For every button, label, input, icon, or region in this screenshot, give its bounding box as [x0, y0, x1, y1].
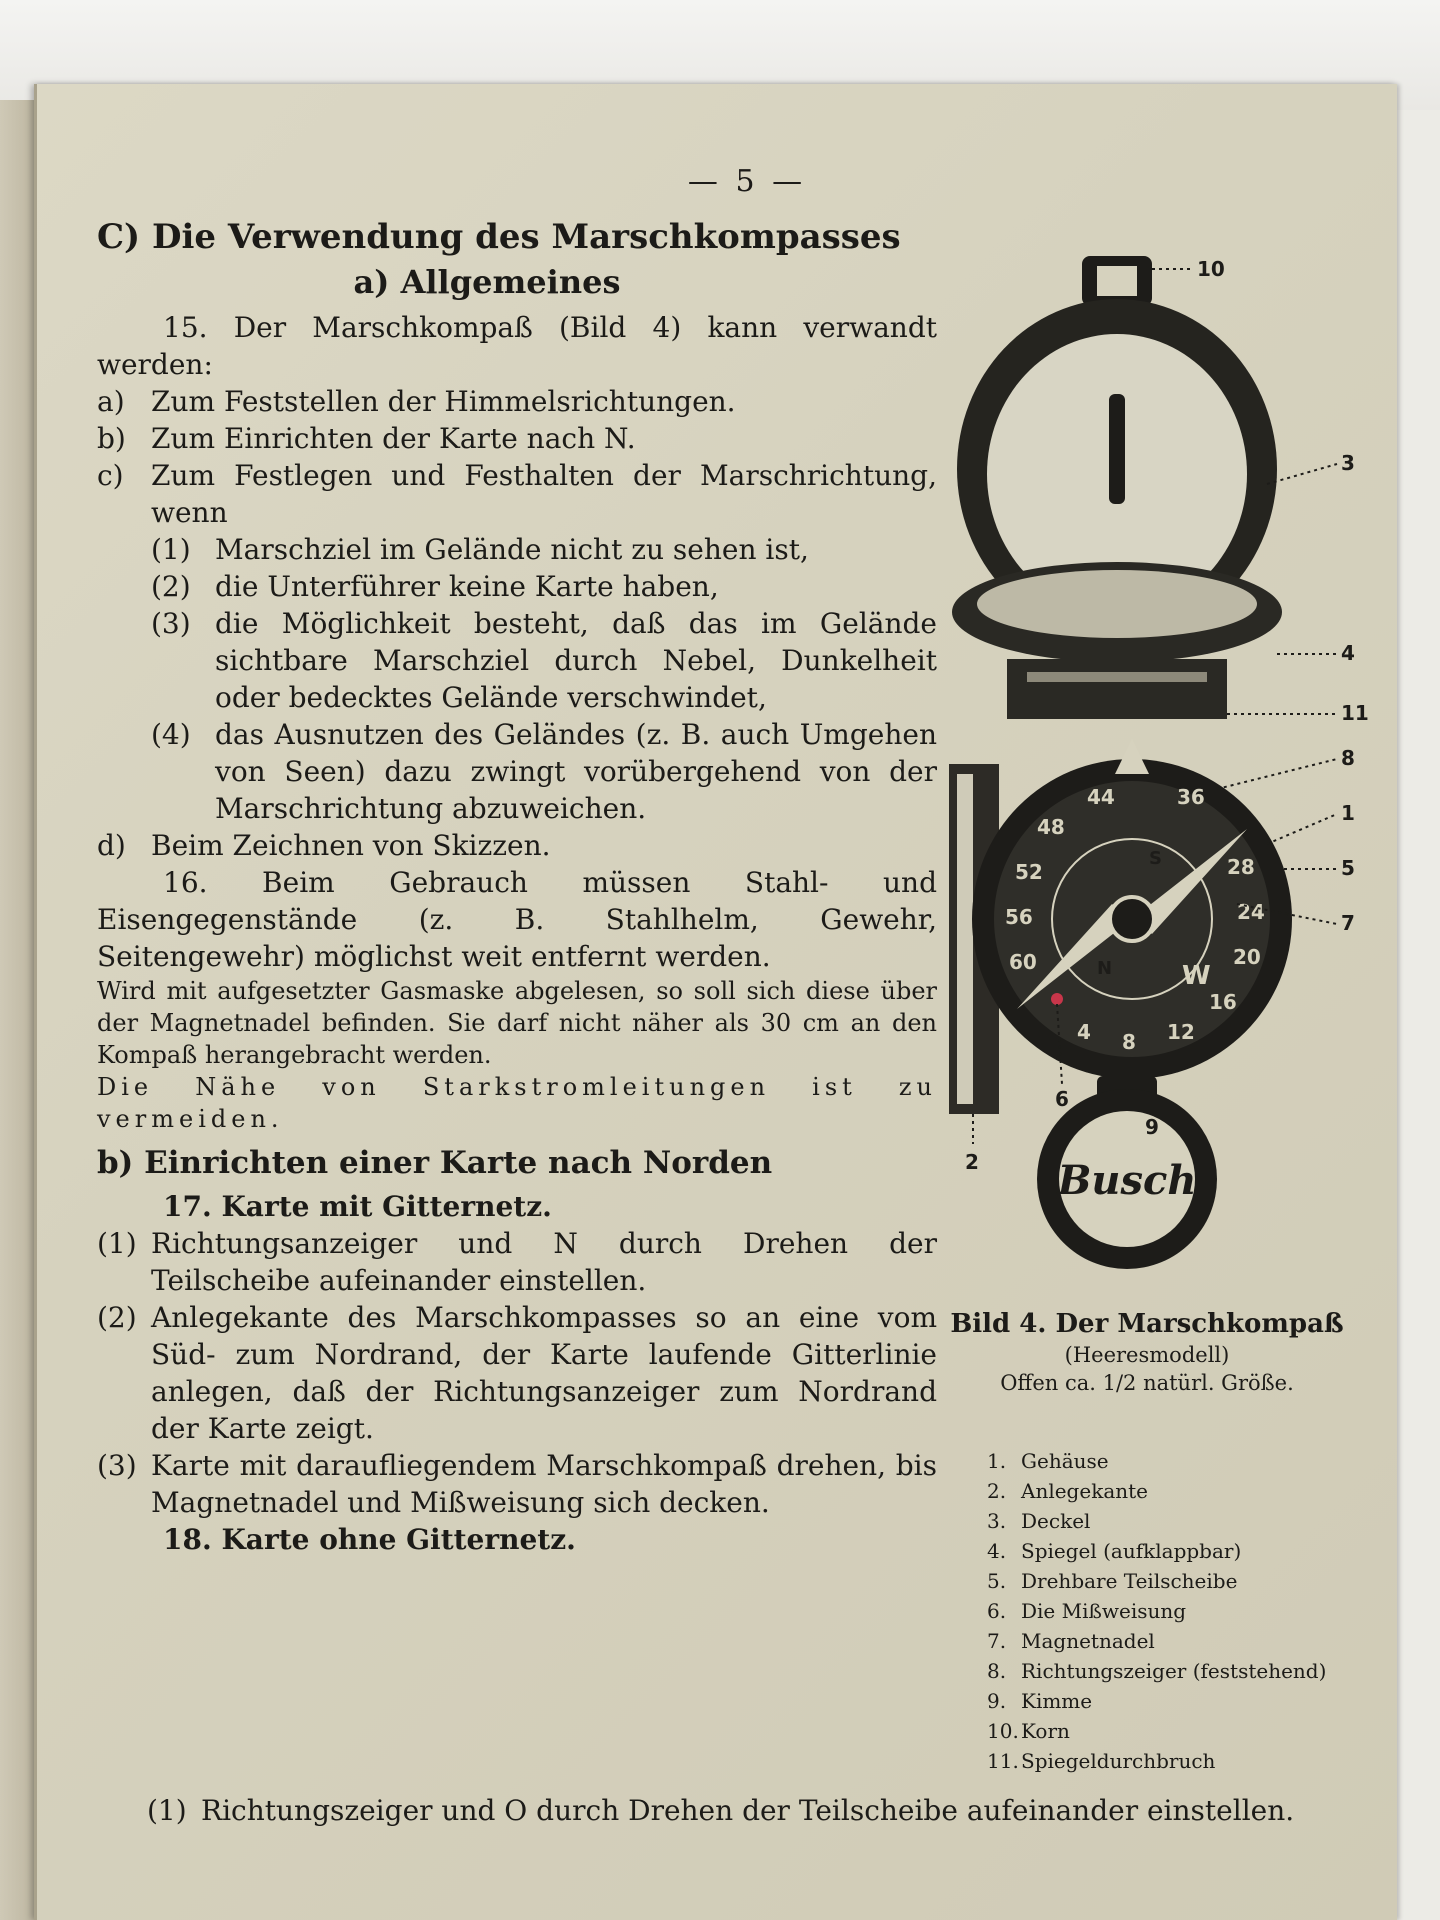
legend-text: Spiegeldurchbruch [1021, 1749, 1216, 1773]
sub-list-item [97, 531, 937, 568]
dial-number: 4 [1077, 1020, 1091, 1044]
legend-text: Gehäuse [1021, 1449, 1109, 1473]
callout-label: 11 [1341, 701, 1369, 725]
list-item [97, 420, 937, 457]
legend-text: Magnetnadel [1021, 1629, 1155, 1653]
legend-text: Drehbare Teilscheibe [1021, 1569, 1238, 1593]
dial-number: 20 [1233, 945, 1261, 969]
needle-letter: S [1149, 848, 1162, 869]
legend-number: 5. [987, 1569, 1007, 1593]
callout-label: 9 [1145, 1115, 1159, 1139]
callout-label: 10 [1197, 257, 1225, 281]
legend-number: 9. [987, 1689, 1007, 1713]
legend-item [987, 1446, 1377, 1476]
legend-item [987, 1626, 1377, 1656]
compass-illustration [937, 244, 1377, 1304]
legend-text: Anlegekante [1021, 1479, 1148, 1503]
hinge-highlight [1027, 672, 1207, 682]
section-b-heading: b) Einrichten einer Karte nach Norden [97, 1145, 773, 1181]
callout-line [1267, 464, 1337, 484]
callout-label: 2 [965, 1150, 979, 1174]
sub-list-item-text: die Möglichkeit besteht, daß das im Gelände sichtbare Marschziel durch Nebel, Dunkelheit oder bedecktes Gelände verschwindet, [215, 607, 937, 714]
list-item-label: (2) [97, 1301, 137, 1334]
sub-list-item-label: (4) [151, 718, 191, 751]
callout-label: 1 [1341, 801, 1355, 825]
legend-item [987, 1716, 1377, 1746]
legend-number: 8. [987, 1659, 1007, 1683]
list-item-label: b) [97, 422, 126, 455]
ruler-scale [957, 774, 973, 1104]
needle-pivot [1110, 897, 1154, 941]
list-item-text: Richtungsanzeiger und N durch Drehen der Teilscheibe aufeinander einstellen. [151, 1227, 937, 1297]
left-page-edge [0, 100, 38, 1920]
list-item-text: Zum Einrichten der Karte nach N. [151, 422, 636, 455]
sight-slot [1097, 266, 1137, 296]
legend-item [987, 1596, 1377, 1626]
book-page [34, 84, 1397, 1920]
legend-item [987, 1566, 1377, 1596]
dial-letter: W [1182, 961, 1211, 991]
section-c-heading: C) Die Verwendung des Marschkompasses [97, 217, 901, 257]
list-item-label: (1) [97, 1227, 137, 1260]
dial-number: 8 [1122, 1030, 1136, 1054]
legend-item [987, 1476, 1377, 1506]
dial-number: 36 [1177, 785, 1205, 809]
callout-label: 4 [1341, 641, 1355, 665]
legend-number: 7. [987, 1629, 1007, 1653]
list-item-label: d) [97, 829, 126, 862]
legend-item [987, 1746, 1377, 1776]
caption-title: Bild 4. Der Marschkompaß [950, 1309, 1344, 1339]
dial-number: 28 [1227, 855, 1255, 879]
legend-number: 3. [987, 1509, 1007, 1533]
parts-legend [987, 1446, 1377, 1776]
sub-list-item [97, 605, 937, 716]
sub-list-item-label: (1) [151, 533, 191, 566]
dial-number: 16 [1209, 990, 1237, 1014]
red-luminous-dot [1051, 993, 1063, 1005]
legend-number: 10. [987, 1719, 1019, 1743]
list-item [97, 1447, 937, 1521]
list-item-label: (3) [97, 1449, 137, 1482]
callout-line [1217, 759, 1337, 789]
callout-line [1267, 814, 1337, 844]
paragraph-18-item [147, 1792, 1397, 1829]
dial-number: 48 [1037, 815, 1065, 839]
legend-text: Deckel [1021, 1509, 1091, 1533]
sub-list-item [97, 568, 937, 605]
subsection-a-heading: a) Allgemeines [353, 263, 621, 301]
list-item [97, 1225, 937, 1299]
list-item [97, 383, 937, 420]
legend-text: Spiegel (aufklappbar) [1021, 1539, 1242, 1563]
direction-pointer [1115, 739, 1149, 774]
mirror-surface [977, 570, 1257, 638]
list-item-text: Beim Zeichnen von Skizzen. [151, 829, 551, 862]
caption-model: (Heeresmodell) [1064, 1343, 1230, 1367]
needle-letter: N [1097, 958, 1113, 979]
text-column [97, 214, 937, 1558]
dial-number: 24 [1237, 900, 1265, 924]
list-item-text: Zum Festlegen und Festhalten der Marschrichtung, wenn [151, 459, 937, 529]
legend-number: 4. [987, 1539, 1007, 1563]
legend-number: 1. [987, 1449, 1007, 1473]
list-item [97, 457, 937, 531]
list-item-text: Anlegekante des Marschkompasses so an eine vom Süd- zum Nordrand, der Karte laufende Gitterlinie anlegen, daß der Richtungsanzeiger zum Nordrand der Karte zeigt. [151, 1301, 937, 1445]
sub-list-item-label: (3) [151, 607, 191, 640]
paragraph-18-heading: 18. Karte ohne Gitternetz. [163, 1523, 576, 1556]
sub-list-item-text: die Unterführer keine Karte haben, [215, 570, 719, 603]
legend-number: 11. [987, 1749, 1019, 1773]
legend-item [987, 1656, 1377, 1686]
hinge [1007, 659, 1227, 719]
sub-list-item [97, 716, 937, 827]
figure-caption [917, 1309, 1377, 1395]
legend-number: 6. [987, 1599, 1007, 1623]
legend-text: Korn [1021, 1719, 1070, 1743]
legend-item [987, 1536, 1377, 1566]
list-item [97, 1299, 937, 1447]
legend-item [987, 1686, 1377, 1716]
brand-logo: Busch [1057, 1157, 1197, 1204]
sub-list-item-text: das Ausnutzen des Geländes (z. B. auch Umgehen von Seen) dazu zwingt vorübergehend von der Marschrichtung abzuweichen. [215, 718, 937, 825]
legend-text: Richtungszeiger (feststehend) [1021, 1659, 1327, 1683]
legend-number: 2. [987, 1479, 1007, 1503]
list-item-text: Karte mit daraufliegendem Marschkompaß drehen, bis Magnetnadel und Mißweisung sich decken. [151, 1449, 937, 1519]
list-item-label: a) [97, 385, 125, 418]
paragraph-15-intro: 15. Der Marschkompaß (Bild 4) kann verwandt werden: [97, 311, 937, 381]
dial-number: 44 [1087, 785, 1115, 809]
sub-list-item-text: Marschziel im Gelände nicht zu sehen ist, [215, 533, 809, 566]
list-item-text: Richtungszeiger und O durch Drehen der Teilscheibe aufeinander einstellen. [201, 1794, 1295, 1827]
legend-text: Kimme [1021, 1689, 1093, 1713]
dial-number: 52 [1015, 860, 1043, 884]
callout-label: 8 [1341, 746, 1355, 770]
callout-label: 5 [1341, 856, 1355, 880]
list-item-label: (1) [147, 1794, 187, 1827]
dial-number: 60 [1009, 950, 1037, 974]
list-item [97, 827, 937, 864]
caption-scale: Offen ca. 1/2 natürl. Größe. [1000, 1371, 1294, 1395]
dial-number: 12 [1167, 1020, 1195, 1044]
paragraph-16-small-print: Wird mit aufgesetzter Gasmaske abgelesen, so soll sich diese über der Magnetnadel befinden. Sie darf nicht näher als 30 cm an den Kompaß herangebracht werden. [97, 977, 937, 1069]
page-number: — 5 — [687, 164, 807, 199]
callout-label: 6 [1055, 1087, 1069, 1111]
paragraph-17-heading: 17. Karte mit Gitternetz. [163, 1190, 552, 1223]
list-item-label: c) [97, 459, 124, 492]
list-item-text: Zum Feststellen der Himmelsrichtungen. [151, 385, 736, 418]
paragraph-16: 16. Beim Gebrauch müssen Stahl- und Eisengegenstände (z. B. Stahlhelm, Gewehr, Seitengewehr) möglichst weit entfernt werden. [97, 866, 937, 973]
legend-item [987, 1506, 1377, 1536]
dial-number: 56 [1005, 905, 1033, 929]
sub-list-item-label: (2) [151, 570, 191, 603]
legend-text: Die Mißweisung [1021, 1599, 1187, 1623]
lid-sight-line [1109, 394, 1125, 504]
callout-label: 7 [1341, 911, 1355, 935]
paragraph-16-spaced-note: Die Nähe von Starkstromleitungen ist zu vermeiden. [97, 1073, 937, 1133]
callout-label: 3 [1341, 451, 1355, 475]
